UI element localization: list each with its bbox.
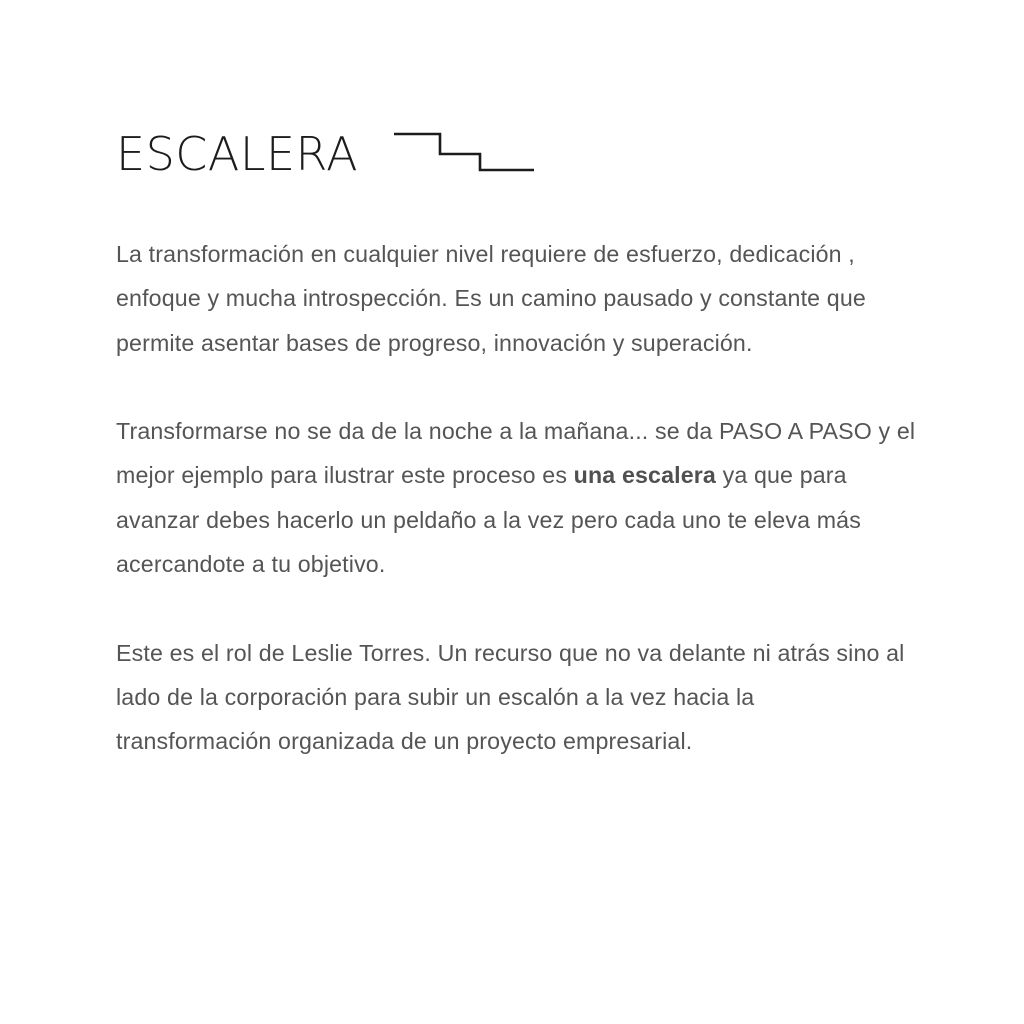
stairs-icon (394, 132, 536, 172)
paragraph-step-by-step-text: Transformarse no se da de la noche a la mañana... se da PASO A PASO y el mejor ejemplo para ilustrar este proceso es (116, 418, 916, 489)
paragraph-role: Este es el rol de Leslie Torres. Un recurso que no va delante ni atrás sino al lado de la corporación para subir un escalón a la vez hacia la transformación organizada de un proyecto empresarial. (116, 639, 905, 755)
emphasis-una-escalera: una escalera (573, 462, 716, 489)
paragraph-step-by-step-text-end: ya que para avanzar debes hacerlo un peldaño a la vez pero cada uno te eleva más acercandote a tu objetivo. (116, 462, 861, 578)
title-row (116, 126, 358, 182)
paragraph-intro: La transformación en cualquier nivel requiere de esfuerzo, dedicación , enfoque y mucha introspección. Es un camino pausado y constante que permite asentar bases de progreso, innovación y superación. (116, 241, 866, 356)
page-title: ESCALERA (116, 127, 359, 181)
stairs-icon-path (394, 134, 534, 170)
paragraph-step-by-step (116, 409, 916, 586)
body-text (116, 232, 916, 808)
